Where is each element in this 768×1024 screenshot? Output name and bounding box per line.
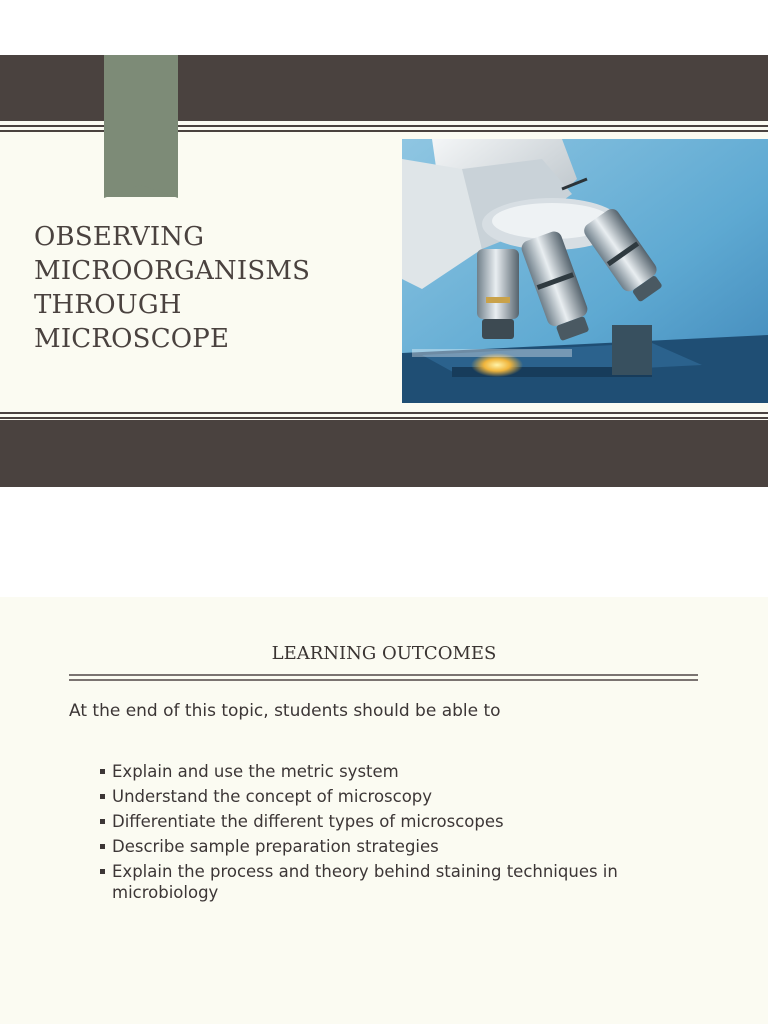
bullet-icon: [100, 844, 105, 849]
bottom-band: [0, 420, 768, 487]
bookmark-ribbon-tail: [104, 185, 178, 198]
title-line: MICROSCOPE: [34, 324, 230, 354]
learning-outcomes-slide: [0, 597, 768, 1024]
list-item: [100, 761, 700, 782]
divider: [0, 417, 768, 419]
list-item-text: Describe sample preparation strategies: [112, 837, 439, 856]
list-item: [100, 861, 700, 903]
list-item-text: Explain the process and theory behind staining techniques in microbiology: [112, 862, 618, 902]
list-item-text: Understand the concept of microscopy: [112, 787, 433, 806]
list-item-text: Differentiate the different types of microscopes: [112, 812, 504, 831]
microscope-photo: [402, 139, 768, 403]
microscope-illustration: [402, 139, 768, 403]
list-item-text: Explain and use the metric system: [112, 762, 399, 781]
slide-title: [34, 220, 374, 356]
title-slide: [0, 55, 768, 487]
section-heading: LEARNING OUTCOMES: [271, 643, 497, 664]
title-line: THROUGH: [34, 290, 182, 320]
intro-text: At the end of this topic, students should be able to: [69, 701, 501, 721]
divider: [69, 674, 698, 676]
bookmark-ribbon: [104, 55, 178, 197]
bullet-icon: [100, 769, 105, 774]
outcomes-list: [100, 761, 700, 907]
list-item: [100, 786, 700, 807]
divider: [0, 412, 768, 414]
bullet-icon: [100, 794, 105, 799]
title-line: MICROORGANISMS: [34, 256, 311, 286]
bullet-icon: [100, 869, 105, 874]
divider: [69, 679, 698, 681]
list-item: [100, 811, 700, 832]
bullet-icon: [100, 819, 105, 824]
title-line: OBSERVING: [34, 222, 205, 252]
list-item: [100, 836, 700, 857]
